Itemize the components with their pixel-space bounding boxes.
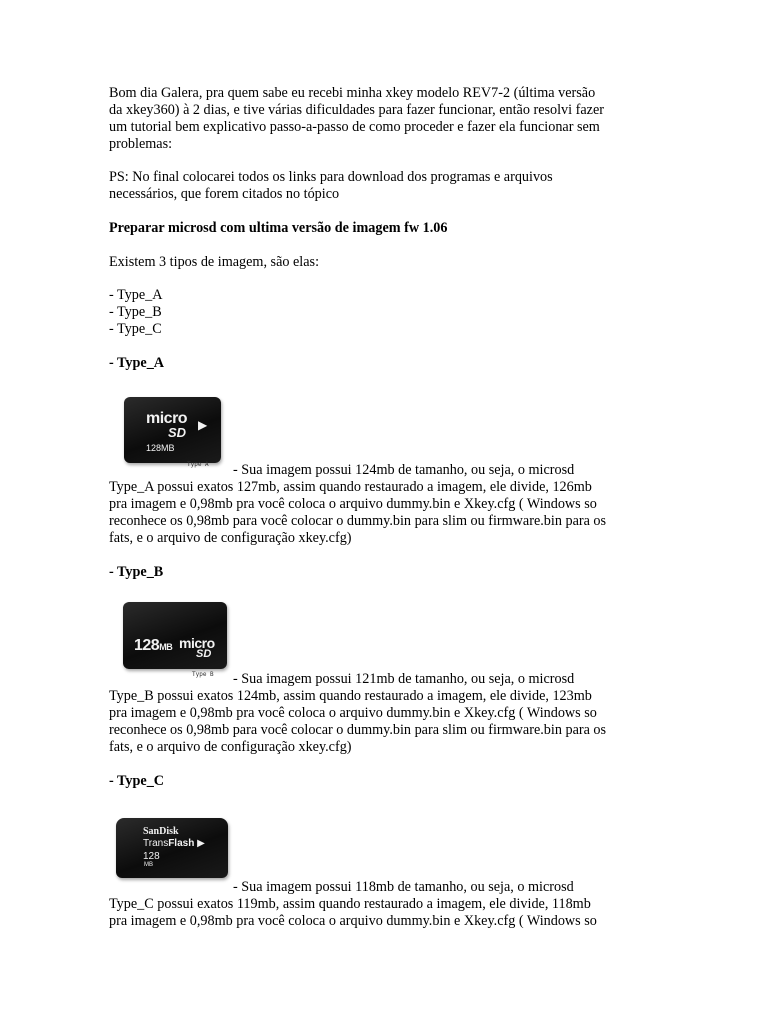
types-list-item: - Type_A [109,287,163,303]
type-a-line-3: pra imagem e 0,98mb pra você coloca o arquivo dummy.bin e Xkey.cfg ( Windows so [109,496,597,512]
type-b-line-3: pra imagem e 0,98mb pra você coloca o arquivo dummy.bin e Xkey.cfg ( Windows so [109,705,597,721]
type-b-line-2: Type_B possui exatos 124mb, assim quando restaurado a imagem, ele divide, 123mb [109,688,592,704]
section-heading: Preparar microsd com ultima versão de imagem fw 1.06 [109,220,448,236]
intro-line-4: problemas: [109,136,173,152]
type-a-line-4: reconhece os 0,98mb para você colocar o dummy.bin para slim ou firmware.bin para os [109,513,607,529]
ps-line-2: necessários, que forem citados no tópico [109,186,340,202]
type-b-caption: Type B [192,671,214,678]
ps-line-1: PS: No final colocarei todos os links para download dos programas e arquivos [109,169,553,185]
transflash-card-image-c: SanDisk TransFlash ▶ 128 MB [116,818,228,878]
microsd-card-image-b: 128MB micro SD [123,602,227,669]
microsd-card-image-a: micro SD ▶ 128MB [124,397,221,463]
types-list-item: - Type_C [109,321,162,337]
type-c-line-2: Type_C possui exatos 119mb, assim quando restaurado a imagem, ele divide, 118mb [109,896,591,912]
type-a-line-2: Type_A possui exatos 127mb, assim quando restaurado a imagem, ele divide, 126mb [109,479,592,495]
type-b-line-4: reconhece os 0,98mb para você colocar o dummy.bin para slim ou firmware.bin para os [109,722,607,738]
type-b-heading: - Type_B [109,564,164,580]
type-a-line-5: fats, e o arquivo de configuração xkey.cfg) [109,530,352,546]
types-intro: Existem 3 tipos de imagem, são elas: [109,254,320,270]
type-c-line-3: pra imagem e 0,98mb pra você coloca o arquivo dummy.bin e Xkey.cfg ( Windows so [109,913,597,929]
type-a-caption: Type A [187,461,209,468]
types-list-item: - Type_B [109,304,162,320]
intro-line-1: Bom dia Galera, pra quem sabe eu recebi minha xkey modelo REV7-2 (última versão [109,85,596,101]
type-a-line-1: - Sua imagem possui 124mb de tamanho, ou seja, o microsd [233,462,575,478]
type-a-heading: - Type_A [109,355,165,371]
type-c-line-1: - Sua imagem possui 118mb de tamanho, ou seja, o microsd [233,879,574,895]
type-b-line-5: fats, e o arquivo de configuração xkey.cfg) [109,739,352,755]
intro-line-3: um tutorial bem explicativo passo-a-passo de como proceder e fazer ela funcionar sem [109,119,600,135]
type-b-line-1: - Sua imagem possui 121mb de tamanho, ou seja, o microsd [233,671,575,687]
intro-line-2: da xkey360) à 2 dias, e tive várias dificuldades para fazer funcionar, então resolvi fazer [109,102,604,118]
type-c-heading: - Type_C [109,773,165,789]
